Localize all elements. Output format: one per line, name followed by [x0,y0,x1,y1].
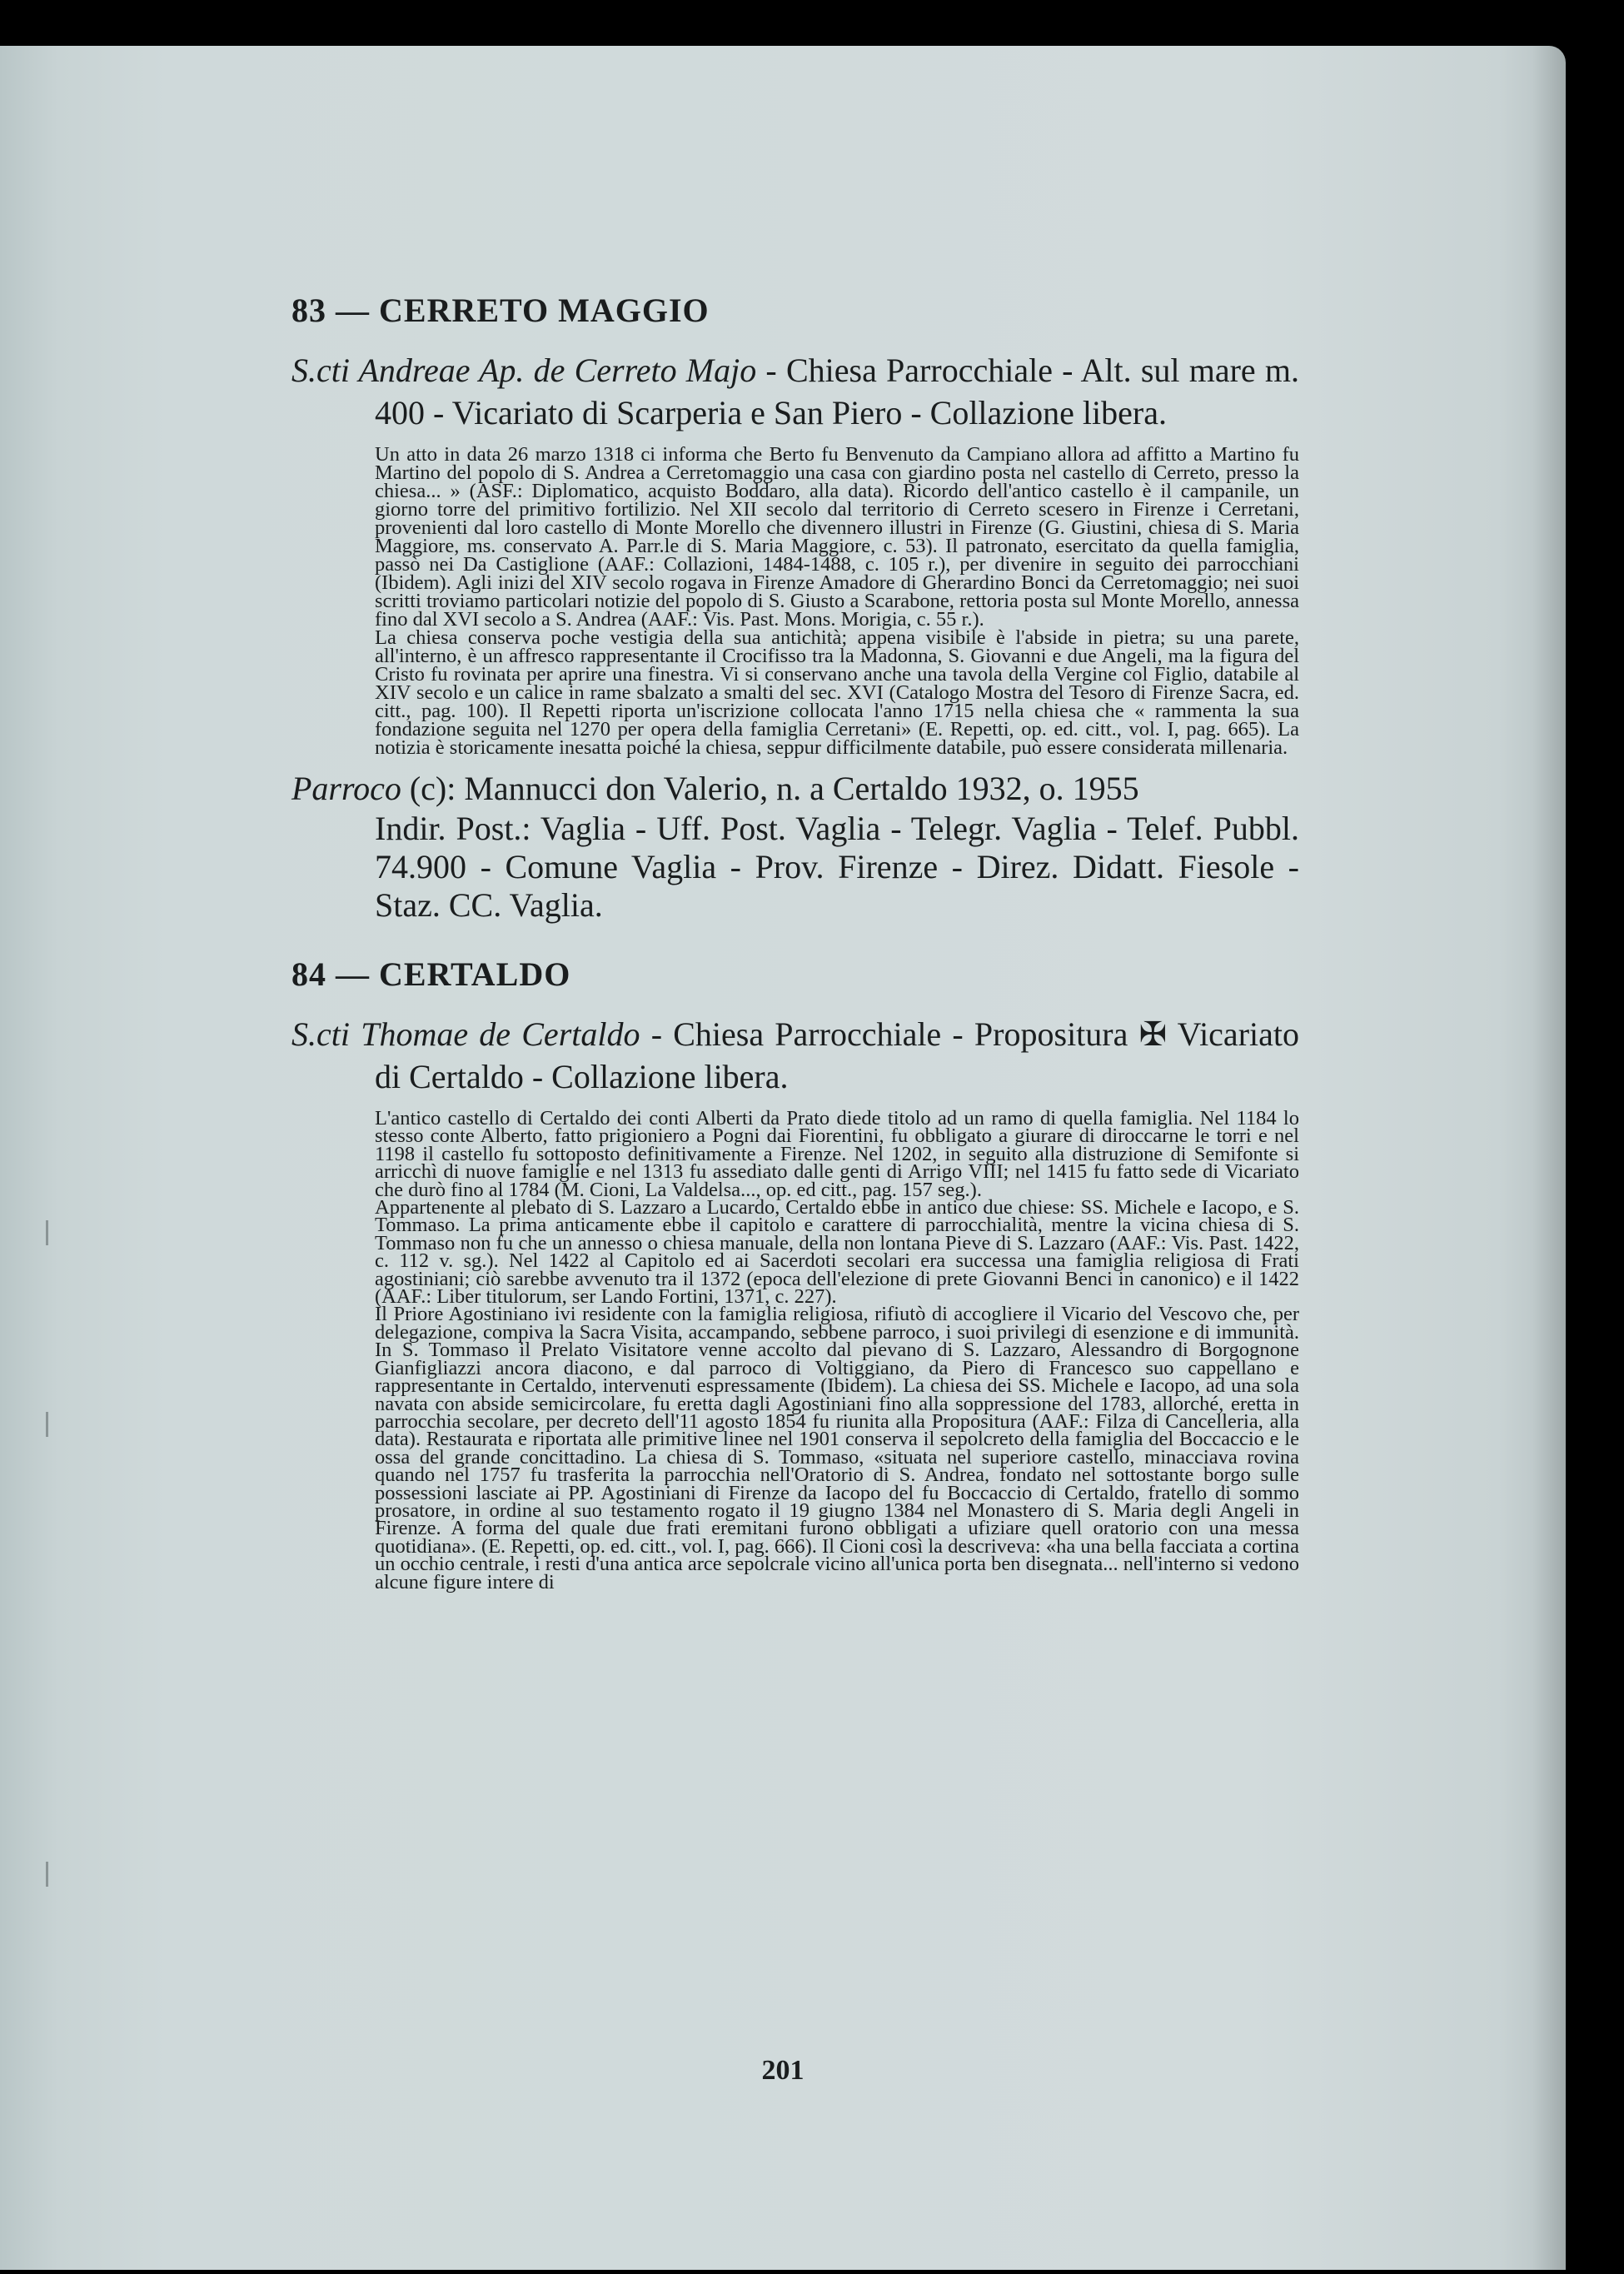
church-latin-name: S.cti Thomae de Certaldo [291,1015,640,1053]
body-paragraph: La chiesa conserva poche vestigia della sua antichità; appena visibile è l'abside in pietra; su una parete, all'interno, è un affresco rappresentante il Crocifisso tra la Madonna, S. Giovanni e due Angeli, ma la figura del Cristo fu rovinata per aprire una finestra. Vi si conservano anche una tavola della Vergine col Figlio, databile al XIV secolo e un calice in rame sbalzato a smalti del sec. XVI (Catalogo Mostra del Tesoro di Firenze Sacra, ed. citt., pag. 100). Il Repetti riporta un'iscrizione collocata l'anno 1715 nella chiesa che « rammenta la sua fondazione seguita nel 1270 per opera della famiglia Cerretani» (E. Repetti, op. ed. citt., vol. I, pag. 665). La notizia è storicamente inesatta poiché la chiesa, seppur difficilmente databile, può essere considerata millenaria. [375,626,1299,759]
entry-header [291,349,1299,434]
body-paragraph: L'antico castello di Certaldo dei conti Alberti da Prato diede titolo ad un ramo di quella famiglia. Nel 1184 lo stesso conte Alberto, fatto prigioniero a Pogni dai Fiorentini, fu obbligato a giurare di diroccarne le torri e nel 1198 il castello fu sottoposto definitivamente a Firenze. Nel 1202, in seguito alla distruzione di Semifonte si arricchì di nuove famiglie e nel 1313 fu assediato dalle genti di Arrigo VIII; nel 1415 fu fatto sede di Vicariato che durò fino al 1784 (M. Cioni, La Valdelsa..., op. ed citt., pag. 157 seg.). [375,1107,1299,1201]
page-number: 201 [761,2055,805,2086]
church-details: - Chiesa Parrocchiale - Alt. sul mare m. 400 - Vicariato di Scarperia e San Piero - Collazione libera. [375,352,1299,431]
entry-body [375,443,1299,759]
page-edge-shadow [1532,46,1566,2270]
church-details: - Chiesa Parrocchiale - Propositura [640,1015,1139,1053]
church-details-cont: Vicariato di Certaldo - Collazione libera. [375,1015,1299,1095]
entry-84 [291,951,1299,1591]
binding-stitch [46,1862,48,1887]
body-paragraph: Un atto in data 26 marzo 1318 ci informa che Berto fu Benvenuto da Campiano allora ad affitto a Martino fu Martino del popolo di S. Andrea a Cerretomaggio una casa con giardino posta nel castello di Cerreto, presso la chiesa... » (ASF.: Diplomatico, acquisto Boddaro, alla data). Ricordo dell'antico castello è il campanile, un giorno torre del primitivo fortilizio. Nel XII secolo dal territorio di Cerreto scesero in Firenze i Cerretani, provenienti dal loro castello di Monte Morello che divennero illustri in Firenze (G. Giustini, chiesa di S. Maria Maggiore, ms. conservato A. Parr.le di S. Maria Maggiore, c. 53). Il patronato, esercitato da quella famiglia, passò nei Da Castiglione (AAF.: Collazioni, 1484-1488, c. 105 r.), per divenire in seguito dei parrocchiani (Ibidem). Agli inizi del XIV secolo rogava in Firenze Amadore di Gherardino Bonci da Cerretomaggio; nei suoi scritti troviamo particolari notizie del popolo di S. Giusto a Scarabone, rettoria posta sul Monte Morello, annessa fino dal XVI secolo a S. Andrea (AAF.: Vis. Past. Mons. Morigia, c. 55 r.). [375,443,1299,631]
page-content [291,287,1299,1601]
entry-header [291,1013,1299,1098]
entry-body [375,1107,1299,1593]
entry-title: 83 — CERRETO MAGGIO [291,292,710,329]
body-paragraph: Il Priore Agostiniano ivi residente con la famiglia religiosa, rifiutò di accogliere il Vicario del Vescovo che, per delegazione, compiva la Sacra Visita, accampando, sebbene parroco, i suoi privilegi di esenzione e di immunità. In S. Tommaso il Prelato Visitatore venne accolto dal pievano di S. Lazzaro, Alessandro di Borgognone Gianfigliazzi ancora diacono, e dal parroco di Voltiggiano, da Piero di Francesco suo cappellano e rappresentante in Certaldo, intervenuti espressamente (Ibidem). La chiesa dei SS. Michele e Iacopo, ad una sola navata con abside semicircolare, fu eretta dagli Agostiniani fino alla soppressione del 1783, allorché, eretta in parrocchia secolare, per decreto dell'11 agosto 1854 fu riunita alla Propositura (AAF.: Filza di Cancelleria, alla data). Restaurata e riportata alle primitive linee nel 1901 conserva il sepolcreto della famiglia del Boccaccio e le ossa del grande concittadino. La chiesa di S. Tommaso, «situata nel superiore castello, minacciava rovina quando nel 1757 fu trasferita la parrocchia nell'Oratorio di S. Andrea, fondato nel sottostante borgo sulle possessioni lasciate ai PP. Agostiniani di Firenze da Iacopo del fu Boccaccio di Certaldo, fratello di sommo prosatore, in ordine al suo testamento rogato il 19 giugno 1384 nel Monastero di S. Maria degli Angeli in Firenze. A forma del quale due frati eremitani furono obbligati a ufiziare quell oratorio con una messa quotidiana». (E. Repetti, op. ed. citt., vol. I, pag. 666). Il Cioni così la descriveva: «ha una bella facciata a cortina un occhio centrale, i resti d'una antica arce sepolcrale vicino all'unica porta ben disegnata... nell'interno si vedono alcune figure intere di [375,1303,1299,1593]
body-paragraph: Appartenente al plebato di S. Lazzaro a Lucardo, Certaldo ebbe in antico due chiese: SS. Michele e Iacopo, e S. Tommaso. La prima anticamente ebbe il capitolo e carattere di parrocchialità, mentre la vicina chiesa di S. Tommaso non fu che un annesso o chiesa manuale, della non lontana Pieve di S. Lazzaro (AAF.: Vis. Past. 1422, c. 112 v. sg.). Nel 1422 al Capitolo ed ai Sacerdoti secolari era successa una famiglia religiosa di Frati agostiniani; ciò sarebbe avvenuto tra il 1372 (epoca dell'elezione di prete Giovanni Benci in canonico) e il 1422 (AAF.: Liber titulorum, ser Lando Fortini, 1371, c. 227). [375,1196,1299,1309]
parroco-label: Parroco [291,770,401,807]
address-info: Indir. Post.: Vaglia - Uff. Post. Vaglia - Telegr. Vaglia - Telef. Pubbl. 74.900 - Comune Vaglia - Prov. Firenze - Direz. Didatt. Fiesole - Staz. CC. Vaglia. [375,810,1299,924]
binding-stitch [46,1220,48,1245]
cross-icon: ✠ [1138,1015,1168,1053]
parroco-line [291,767,1299,810]
book-page [0,46,1566,2270]
entry-title: 84 — CERTALDO [291,955,571,993]
parroco-text: (c): Mannucci don Valerio, n. a Certaldo 1932, o. 1955 [401,770,1139,807]
binding-stitch [46,1412,48,1437]
church-latin-name: S.cti Andreae Ap. de Cerreto Majo [291,352,757,389]
entry-83 [291,287,1299,925]
